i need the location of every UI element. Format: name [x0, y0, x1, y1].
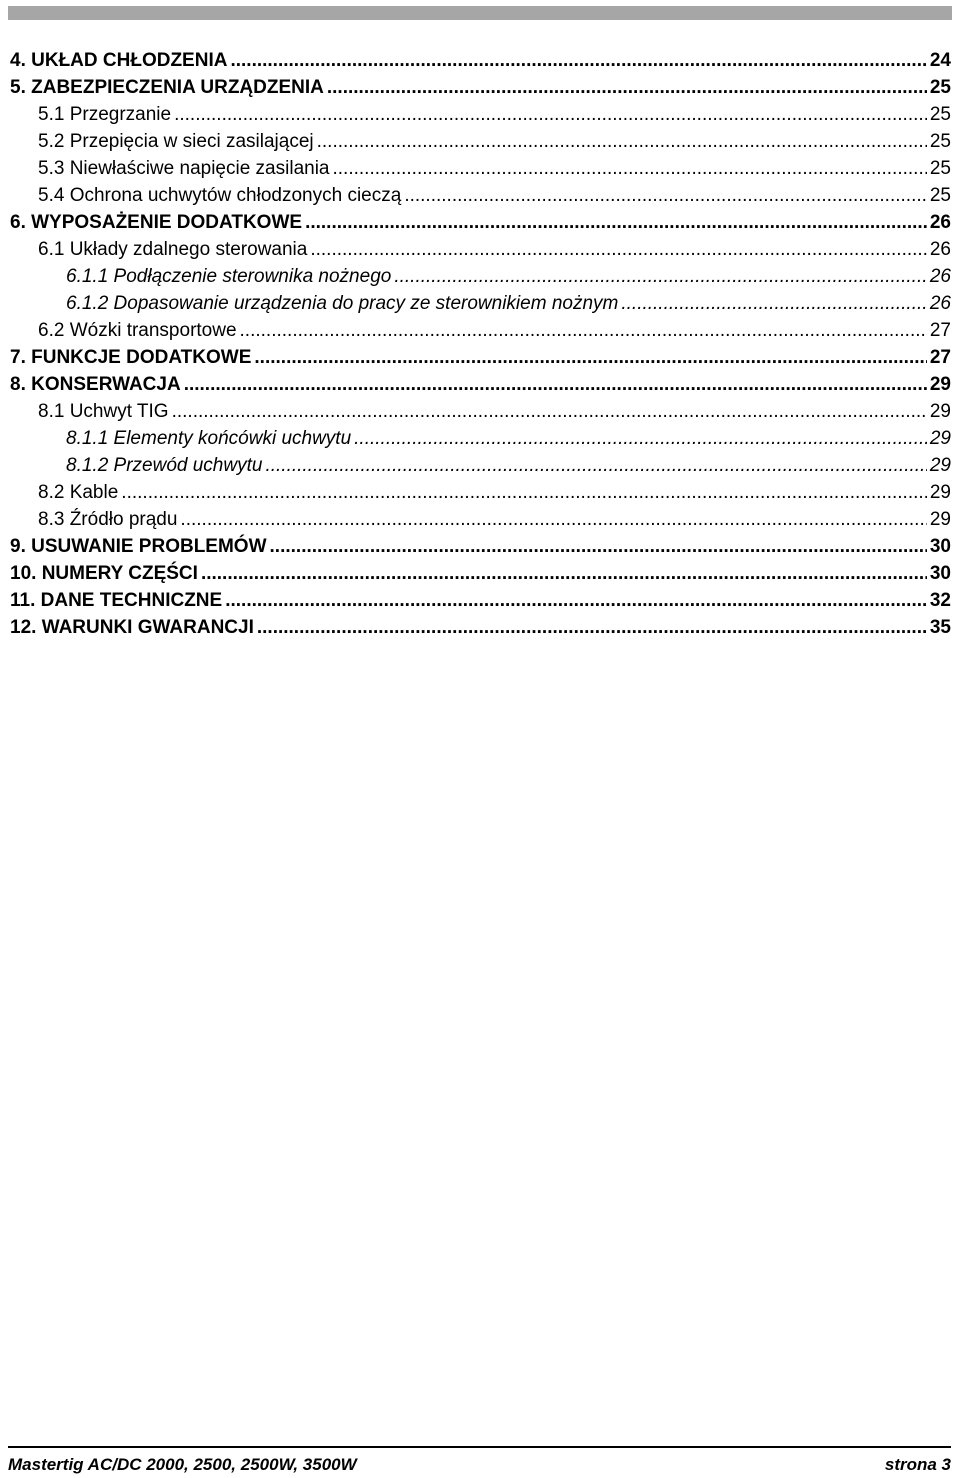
- footer-page-number: strona 3: [884, 1455, 951, 1474]
- toc-entry-page: 29: [929, 482, 951, 503]
- toc-entry[interactable]: [10, 371, 951, 398]
- toc-entry-page: 29: [929, 455, 951, 476]
- toc-dot-leader: [172, 398, 927, 425]
- toc-entry-title: 8. KONSERWACJA: [10, 374, 181, 395]
- toc-entry-title: 11. DANE TECHNICZNE: [10, 590, 223, 611]
- toc-entry-title: 5.2 Przepięcia w sieci zasilającej: [38, 131, 314, 152]
- toc-dot-leader: [317, 128, 927, 155]
- toc-entry-page: 32: [929, 590, 951, 611]
- toc-entry-page: 25: [929, 77, 951, 98]
- footer-product-name: Mastertig AC/DC 2000, 2500, 2500W, 3500W: [8, 1455, 357, 1474]
- toc-entry[interactable]: [10, 47, 951, 74]
- toc-entry-page: 27: [929, 320, 951, 341]
- toc-dot-leader: [257, 614, 927, 641]
- toc-entry-title: 6.1.2 Dopasowanie urządzenia do pracy ze sterownikiem nożnym: [66, 293, 619, 314]
- toc-entry[interactable]: [10, 560, 951, 587]
- toc-dot-leader: [310, 236, 927, 263]
- toc-entry[interactable]: [10, 533, 951, 560]
- toc-entry[interactable]: [10, 506, 951, 533]
- toc-dot-leader: [265, 452, 926, 479]
- toc-dot-leader: [621, 290, 927, 317]
- toc-entry-page: 30: [929, 536, 951, 557]
- toc-entry[interactable]: [10, 128, 951, 155]
- toc-entry[interactable]: [10, 452, 951, 479]
- toc-entry-page: 25: [929, 158, 951, 179]
- toc-entry-title: 6.1 Układy zdalnego sterowania: [38, 239, 308, 260]
- toc-entry-title: 5.3 Niewłaściwe napięcie zasilania: [38, 158, 330, 179]
- toc-dot-leader: [230, 47, 926, 74]
- toc-entry[interactable]: [10, 425, 951, 452]
- toc-entry-title: 4. UKŁAD CHŁODZENIA: [10, 50, 228, 71]
- toc-dot-leader: [305, 209, 927, 236]
- toc-entry[interactable]: [10, 290, 951, 317]
- toc-entry-title: 6.1.1 Podłączenie sterownika nożnego: [66, 266, 392, 287]
- toc-entry-title: 8.1 Uchwyt TIG: [38, 401, 169, 422]
- toc-dot-leader: [354, 425, 927, 452]
- toc-entry-title: 10. NUMERY CZĘŚCI: [10, 563, 198, 584]
- toc-entry-page: 29: [929, 374, 951, 395]
- table-of-contents: [10, 47, 951, 641]
- toc-entry-page: 29: [929, 509, 951, 530]
- toc-entry-page: 25: [929, 131, 951, 152]
- toc-entry-page: 27: [929, 347, 951, 368]
- toc-entry-page: 25: [929, 185, 951, 206]
- toc-dot-leader: [174, 101, 927, 128]
- toc-entry-page: 26: [929, 239, 951, 260]
- toc-dot-leader: [121, 479, 927, 506]
- toc-entry-page: 30: [929, 563, 951, 584]
- toc-dot-leader: [254, 344, 926, 371]
- toc-entry[interactable]: [10, 587, 951, 614]
- toc-entry-page: 24: [929, 50, 951, 71]
- toc-entry-page: 29: [929, 401, 951, 422]
- toc-entry-page: 26: [929, 293, 951, 314]
- toc-entry-title: 8.2 Kable: [38, 482, 119, 503]
- toc-dot-leader: [394, 263, 927, 290]
- toc-dot-leader: [270, 533, 927, 560]
- toc-entry[interactable]: [10, 398, 951, 425]
- toc-dot-leader: [404, 182, 927, 209]
- toc-entry[interactable]: [10, 344, 951, 371]
- toc-entry-title: 7. FUNKCJE DODATKOWE: [10, 347, 252, 368]
- toc-dot-leader: [201, 560, 927, 587]
- header-rule: [8, 6, 952, 20]
- toc-entry-title: 5. ZABEZPIECZENIA URZĄDZENIA: [10, 77, 324, 98]
- toc-dot-leader: [240, 317, 927, 344]
- toc-entry[interactable]: [10, 479, 951, 506]
- toc-entry-title: 8.3 Źródło prądu: [38, 509, 178, 530]
- toc-entry[interactable]: [10, 182, 951, 209]
- toc-entry[interactable]: [10, 74, 951, 101]
- toc-entry[interactable]: [10, 101, 951, 128]
- toc-dot-leader: [327, 74, 927, 101]
- toc-entry[interactable]: [10, 317, 951, 344]
- toc-entry-page: 35: [929, 617, 951, 638]
- toc-entry-page: 26: [929, 212, 951, 233]
- toc-entry-title: 8.1.2 Przewód uchwytu: [66, 455, 263, 476]
- toc-entry[interactable]: [10, 236, 951, 263]
- toc-entry[interactable]: [10, 209, 951, 236]
- toc-entry-title: 6.2 Wózki transportowe: [38, 320, 237, 341]
- toc-entry[interactable]: [10, 263, 951, 290]
- toc-entry-page: 25: [929, 104, 951, 125]
- toc-entry-title: 5.1 Przegrzanie: [38, 104, 172, 125]
- toc-entry-title: 5.4 Ochrona uchwytów chłodzonych cieczą: [38, 185, 402, 206]
- toc-entry-title: 8.1.1 Elementy końcówki uchwytu: [66, 428, 352, 449]
- toc-dot-leader: [333, 155, 927, 182]
- toc-dot-leader: [180, 506, 926, 533]
- toc-dot-leader: [225, 587, 927, 614]
- toc-dot-leader: [184, 371, 927, 398]
- toc-entry-title: 12. WARUNKI GWARANCJI: [10, 617, 254, 638]
- toc-entry[interactable]: [10, 155, 951, 182]
- toc-entry[interactable]: [10, 614, 951, 641]
- toc-entry-title: 6. WYPOSAŻENIE DODATKOWE: [10, 212, 303, 233]
- toc-entry-title: 9. USUWANIE PROBLEMÓW: [10, 536, 267, 557]
- toc-entry-page: 29: [929, 428, 951, 449]
- toc-entry-page: 26: [929, 266, 951, 287]
- page-footer: [8, 1446, 951, 1475]
